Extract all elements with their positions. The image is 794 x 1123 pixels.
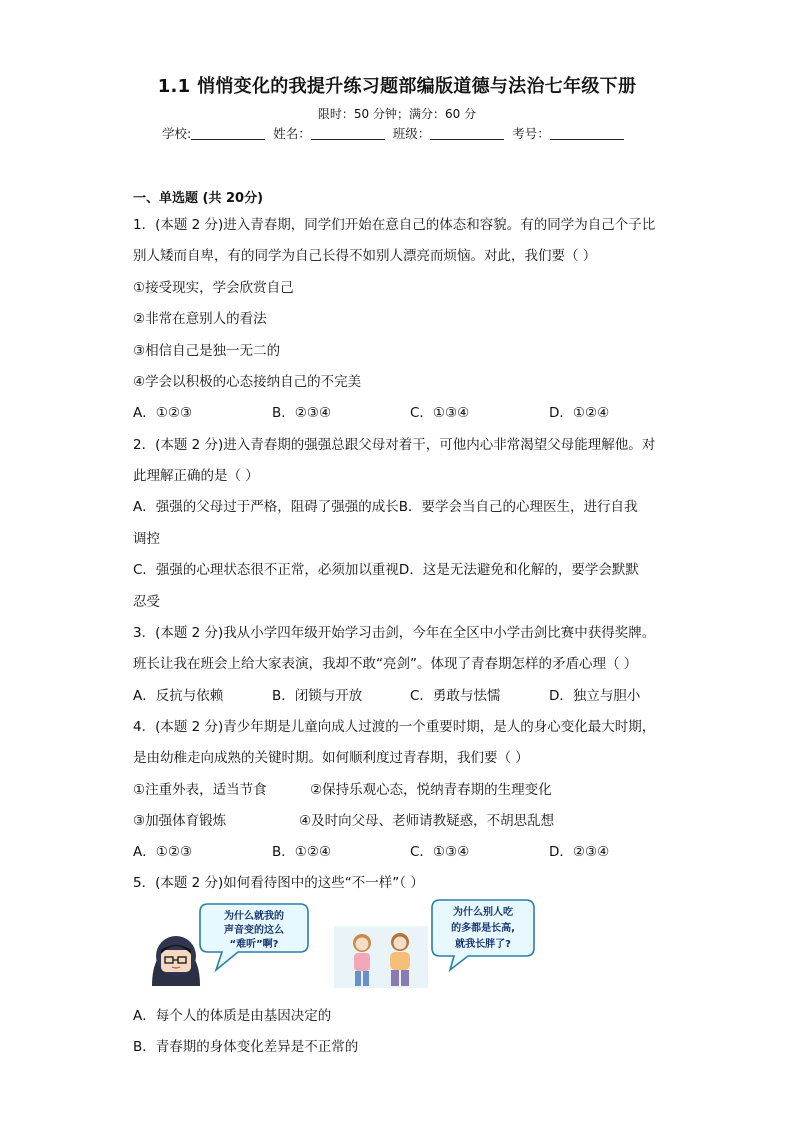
q4-item-1: ①注重外表，适当节食 <box>133 782 267 798</box>
q1-item-4: ④学会以积极的心态接纳自己的不完美 <box>133 374 362 390</box>
section-heading: 一、单选题 (共 20分) <box>133 191 264 206</box>
q5-line-1: 5．(本题 2 分)如何看待图中的这些“不一样”（ ） <box>133 875 424 891</box>
school-blank[interactable] <box>191 127 265 140</box>
q4-option-a[interactable]: A．①②③ <box>133 844 193 860</box>
q1-option-c[interactable]: C．①③④ <box>410 405 470 421</box>
q5-option-b[interactable]: B．青春期的身体变化差异是不正常的 <box>133 1039 359 1055</box>
q1-option-d[interactable]: D．①②④ <box>549 405 610 421</box>
q4-line-1: 4．(本题 2 分)青少年期是儿童向成人过渡的一个重要时期，是人的身心变化最大时期， <box>133 719 656 735</box>
exam-number-label: 考号： <box>512 126 550 141</box>
class-label: 班级： <box>392 126 431 141</box>
exam-number-blank[interactable] <box>550 127 624 140</box>
q2-line-2: 此理解正确的是（ ） <box>133 468 259 484</box>
q3-line-2: 班长让我在班会上给大家表演，我却不敢“亮剑”。体现了青春期怎样的矛盾心理（ ） <box>133 656 638 672</box>
q3-option-d[interactable]: D．独立与胆小 <box>549 688 641 704</box>
q1-item-2: ②非常在意别人的看法 <box>133 311 267 327</box>
q4-option-c[interactable]: C．①③④ <box>410 844 470 860</box>
q4-line-2: 是由幼稚走向成熟的关键时期。如何顺利度过青春期，我们要（ ） <box>133 750 529 766</box>
q3-line-1: 3．(本题 2 分)我从小学四年级开始学习击剑，今年在全区中小学击剑比赛中获得奖牌。 <box>133 625 656 641</box>
q2-option-d-cont: 忍受 <box>133 594 160 610</box>
q5-illustration <box>150 898 540 990</box>
q1-item-3: ③相信自己是独一无二的 <box>133 343 281 359</box>
q1-line-2: 别人矮而自卑，有的同学为自己长得不如别人漂亮而烦恼。对此，我们要（ ） <box>133 248 597 264</box>
q3-option-b[interactable]: B．闭锁与开放 <box>272 688 363 704</box>
name-label: 姓名： <box>273 126 311 141</box>
right-bubble-line-2: 的多都是长高, <box>451 923 515 934</box>
q2-line-1: 2．(本题 2 分)进入青春期的强强总跟父母对着干，可他内心非常渴望父母能理解他。对 <box>133 437 656 453</box>
girls-picture <box>334 926 428 988</box>
q1-item-1: ①接受现实，学会欣赏自己 <box>133 280 294 296</box>
q4-option-b[interactable]: B．①②④ <box>272 844 332 860</box>
q4-item-4: ④及时向父母、老师请教疑惑，不胡思乱想 <box>299 813 555 829</box>
boy-figure <box>152 936 200 986</box>
name-blank[interactable] <box>311 127 385 140</box>
q5-option-a[interactable]: A．每个人的体质是由基因决定的 <box>133 1008 332 1024</box>
right-bubble-line-3: 就我长胖了? <box>455 939 511 950</box>
q4-item-2: ②保持乐观心态，悦纳青春期的生理变化 <box>310 782 552 798</box>
q1-option-b[interactable]: B．②③④ <box>272 405 332 421</box>
q3-option-a[interactable]: A．反抗与依赖 <box>133 688 224 704</box>
q1-option-a[interactable]: A．①②③ <box>133 405 193 421</box>
q2-option-b-cont: 调控 <box>133 531 160 547</box>
right-speech-bubble <box>432 900 534 970</box>
q4-item-3: ③加强体育锻炼 <box>133 813 227 829</box>
left-bubble-line-3: “难听”啊? <box>229 939 279 950</box>
q1-line-1: 1．(本题 2 分)进入青春期，同学们开始在意自己的体态和容貌。有的同学为自己个子比 <box>133 217 656 233</box>
q2-option-cd[interactable]: C．强强的心理状态很不正常，必须加以重视D．这是无法避免和化解的，要学会默默 <box>133 562 639 578</box>
left-bubble-line-1: 为什么就我的 <box>224 911 284 922</box>
q4-option-d[interactable]: D．②③④ <box>549 844 610 860</box>
class-blank[interactable] <box>430 127 504 140</box>
q2-option-ab[interactable]: A．强强的父母过于严格，阻碍了强强的成长B．要学会当自己的心理医生，进行自我 <box>133 499 638 515</box>
left-bubble-line-2: 声音变的这么 <box>224 925 284 936</box>
time-limit-text: 限时：50 分钟；满分：60 分 <box>317 107 477 121</box>
right-bubble-line-1: 为什么别人吃 <box>453 907 513 918</box>
school-label: 学校: <box>162 126 192 141</box>
student-info-fields <box>162 124 628 142</box>
page-title: 1.1 悄悄变化的我提升练习题部编版道德与法治七年级下册 <box>157 76 637 97</box>
q3-option-c[interactable]: C．勇敢与怯懦 <box>410 688 501 704</box>
left-speech-bubble <box>200 904 308 970</box>
